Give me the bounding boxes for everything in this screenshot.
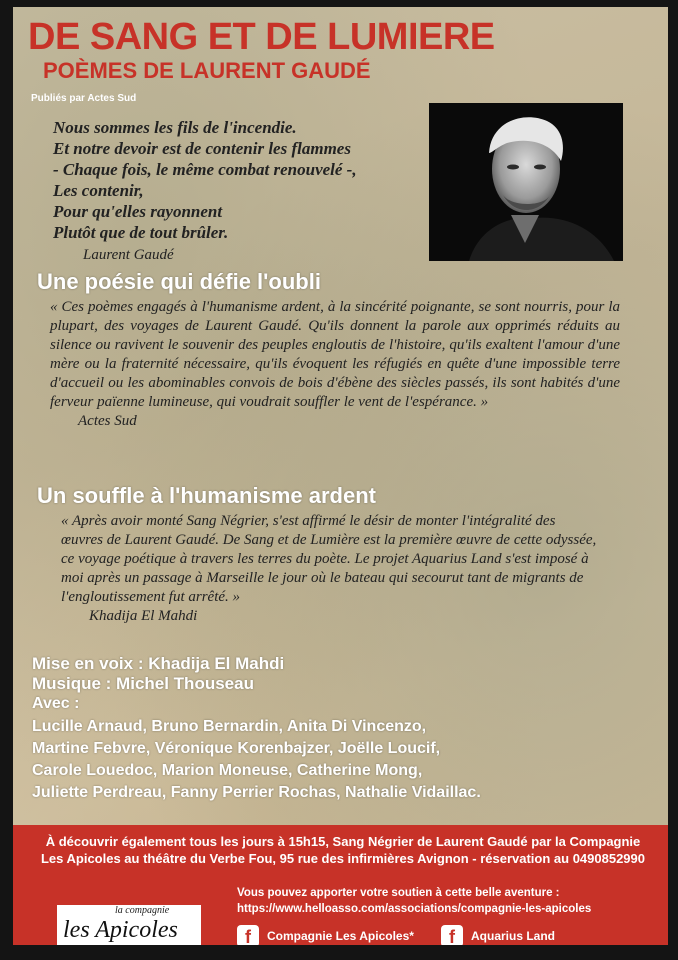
footer-line: Les Apicoles au théâtre du Verbe Fou, 95 rue des infirmières Avignon - réservation au 0490852990	[40, 851, 645, 866]
logo-small-text: la compagnie	[115, 905, 170, 916]
quote-text: « Après avoir monté Sang Négrier, s'est affirmé le désir de monter l'intégralité des œuvres de Laurent Gaudé. De Sang et de Lumière est la première œuvre de cette odyssée, ce voyage poétique à travers les terres du poète. Le projet Aquarius Land s'est imposé à moi après un passage à Marseille le jour où le bateau qui secourut tant de migrants de l'engloutissement fut arrêté. »	[61, 513, 597, 605]
quote-khadija	[61, 512, 599, 626]
page-subtitle: POÈMES DE LAURENT GAUDÉ	[43, 58, 371, 83]
logo-big-text: les Apicoles	[63, 917, 178, 943]
cast-line: Martine Febvre, Véronique Korenbajzer, Joëlle Loucif,	[32, 740, 441, 757]
quote-source: Khadija El Mahdi	[89, 608, 198, 624]
poem-line: - Chaque fois, le même combat renouvelé -,	[53, 160, 357, 179]
poem-line: Plutôt que de tout brûler.	[53, 223, 229, 242]
poem-author: Laurent Gaudé	[83, 247, 174, 263]
credits-block	[32, 654, 481, 804]
cast-list	[32, 716, 481, 804]
facebook-icon: f	[237, 925, 259, 945]
support-block	[237, 885, 591, 917]
footer-banner	[13, 825, 668, 945]
facebook-icon: f	[441, 925, 463, 945]
credit-avec: Avec :	[32, 695, 80, 712]
section-heading-souffle: Un souffle à l'humanisme ardent	[37, 483, 376, 508]
facebook-label: Aquarius Land	[471, 929, 556, 943]
poem-excerpt	[53, 117, 423, 266]
author-portrait	[429, 103, 623, 261]
facebook-link-aquarius[interactable]	[441, 925, 555, 945]
poem-line: Et notre devoir est de contenir les flammes	[53, 139, 351, 158]
facebook-label: Compagnie Les Apicoles*	[267, 929, 414, 943]
credit-mise-en-voix: Mise en voix : Khadija El Mahdi	[32, 654, 285, 673]
poem-line: Les contenir,	[53, 181, 144, 200]
facebook-link-compagnie[interactable]	[237, 925, 414, 945]
credit-musique: Musique : Michel Thouseau	[32, 674, 254, 693]
footer-line: À découvrir également tous les jours à 15h15, Sang Négrier de Laurent Gaudé par la Compagnie	[45, 834, 641, 849]
support-link[interactable]: https://www.helloasso.com/associations/compagnie-les-apicoles	[237, 903, 592, 915]
section-heading-poesie: Une poésie qui défie l'oubli	[37, 269, 321, 294]
poster	[13, 7, 668, 945]
cast-line: Juliette Perdreau, Fanny Perrier Rochas, Nathalie Vidaillac.	[32, 784, 481, 801]
cast-line: Lucille Arnaud, Bruno Bernardin, Anita Di Vincenzo,	[32, 718, 427, 735]
quote-source: Actes Sud	[78, 413, 137, 429]
poem-line: Pour qu'elles rayonnent	[53, 202, 223, 221]
company-logo	[57, 905, 201, 945]
support-text: Vous pouvez apporter votre soutien à cette belle aventure :	[237, 887, 560, 899]
quote-text: « Ces poèmes engagés à l'humanisme ardent, à la sincérité poignante, se sont nourris, pour la plupart, des voyages de Laurent Gaudé. Qu'ils donnent la parole aux opprimés réduits au silence ou ravivent le souvenir des peuples engloutis de l'histoire, qu'ils exaltent l'amour d'une mère ou la fraternité nécessaire, qu'ils évoquent les réfugiés en quête d'une impossible terre d'accueil ou les abominables convois de bois d'ébène des siècles passés, ils sont habités d'une ferveur païenne lumineuse, qui voudrait souffler le vent de l'espérance. »	[50, 299, 620, 410]
cast-line: Carole Louedoc, Marion Moneuse, Catherine Mong,	[32, 762, 423, 779]
page-title: DE SANG ET DE LUMIERE	[28, 16, 495, 58]
poem-line: Nous sommes les fils de l'incendie.	[53, 118, 297, 137]
publisher-note: Publiés par Actes Sud	[31, 93, 137, 104]
quote-actes-sud	[50, 298, 620, 431]
footer-announcement	[23, 833, 663, 867]
